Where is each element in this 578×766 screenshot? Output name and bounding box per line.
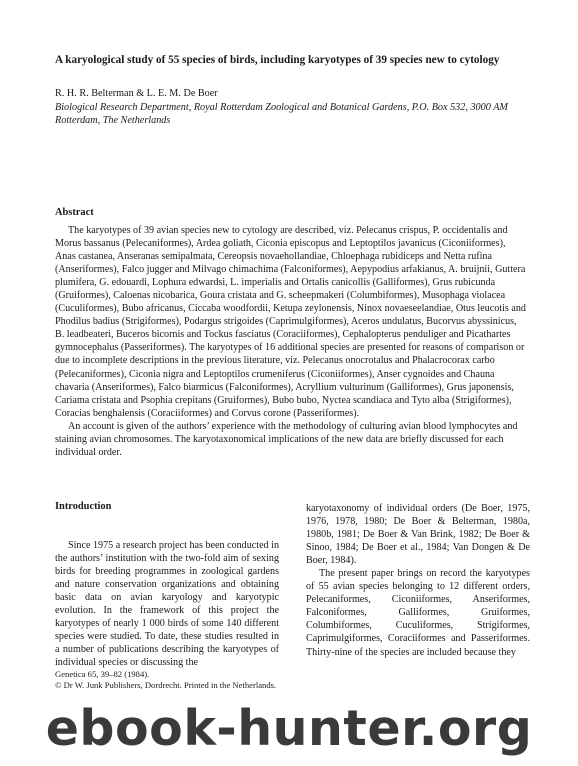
intro-right-column xyxy=(306,502,530,659)
abstract-paragraph-1: The karyotypes of 39 avian species new to cytology are described, viz. Pelecanus crispus, P. occidentalis and Morus bassanus (Pelecaniformes), Ardea goliath, Ciconia episcopus and Leptoptilos javanicus (Ciconiiformes), Anas castanea, Anseranas semipalmata, Cereopsis novaehollandiae, Chloephaga rubidiceps and Netta rufina (Anseriformes), Falco jugger and Milvago chimachima (Falconiformes), Aepypodius arfakianus, A. bruijnii, Guttera plumifera, G. edouardi, Lophura edwardsi, L. imperialis and Ortalis canicollis (Galliformes), Grus rubicunda (Gruiformes), Caloenas nicobarica, Goura cristata and G. scheepmakeri (Columbiformes), Musophaga violacea (Cuculiformes), Bubo africanus, Ciccaba woodfordii, Ketupa zeylonensis, Ninox novaeseelandiae, Otus leucotis and Phodilus badius (Strigiformes), Podargus strigoides (Caprimulgiformes), Aceros undulatus, Bucorvus abyssinicus, B. leadbeateri, Buceros bicornis and Tockus fasciatus (Coraciiformes), Cephalopterus penduliger and Picathartes gymnocephalus (Passeriformes). The karyotypes of 16 additional species are presented for reasons of comparison or due to incomplete descriptions in the previous literature, viz. Pelecanus onocrotalus and Phalacrocorax carbo (Pelecaniformes), Ciconia nigra and Leptoptilos crumeniferus (Ciconiiformes), Anser cygnoides and Chauna chavaria (Anseriformes), Falco biarmicus (Falconiformes), Acryllium vulturinum (Galliformes), Grus japonensis, Cariama cristata and Psophia crepitans (Gruiformes), Bubo bubo, Nyctea scandiaca and Tyto alba (Strigiformes), Coracias benghalensis (Coraciiformes) and Corvus corone (Passeriformes). xyxy=(55,225,526,419)
introduction-heading: Introduction xyxy=(55,501,112,512)
journal-citation: Genetica 65, 39–82 (1984). xyxy=(55,669,150,679)
authors: R. H. R. Belterman & L. E. M. De Boer xyxy=(55,88,218,99)
watermark-logo: ebook-hunter.org xyxy=(45,700,533,757)
footer xyxy=(55,669,276,691)
abstract-heading: Abstract xyxy=(55,207,94,218)
abstract-paragraph-2: An account is given of the authors’ experience with the methodology of culturing avian blood lymphocytes and staining avian chromosomes. The karyotaxonomical implications of the new data are briefly discussed for each individual order. xyxy=(55,420,518,458)
intro-paragraph-1: Since 1975 a research project has been conducted in the authors’ institution with the two-fold aim of sexing birds for breeding programmes in zoological gardens and nature conservation organizations and obtaining basic data on avian karyology and karyotypic evolution. In the framework of this project the karyotypes of nearly 1 000 birds of some 140 different species were studied. To date, these studies resulted in a number of publications describing the karyotypes of individual species or discussing the xyxy=(55,540,279,669)
affiliation: Biological Research Department, Royal Rotterdam Zoological and Botanical Gardens, P.O. Box 532, 3000 AM Rotterdam, The Netherlands xyxy=(55,102,508,126)
intro-paragraph-2: karyotaxonomy of individual orders (De Boer, 1975, 1976, 1978, 1980; De Boer & Belterman, 1980a, 1980b, 1981; De Boer & Van Brink, 1982; De Boer & Sinoo, 1984; De Boer et al., 1984; Van Dongen & De Boer, 1984). xyxy=(306,503,530,567)
abstract-body xyxy=(55,224,527,459)
copyright-notice: © Dr W. Junk Publishers, Dordrecht. Printed in the Netherlands. xyxy=(55,680,277,690)
intro-left-column xyxy=(55,500,279,670)
intro-paragraph-3: The present paper brings on record the karyotypes of 55 avian species belonging to 12 different orders, Pelecaniformes, Ciconiiformes, Anseriformes, Falconiformes, Galliformes, Gruiformes, Columbiformes, Cuculiformes, Strigiformes, Caprimulgiformes, Coraciiformes and Passeriformes. Thirty-nine of the species are included because they xyxy=(306,568,530,658)
paper-title: A karyological study of 55 species of birds, including karyotypes of 39 species new to cytology xyxy=(55,54,500,66)
